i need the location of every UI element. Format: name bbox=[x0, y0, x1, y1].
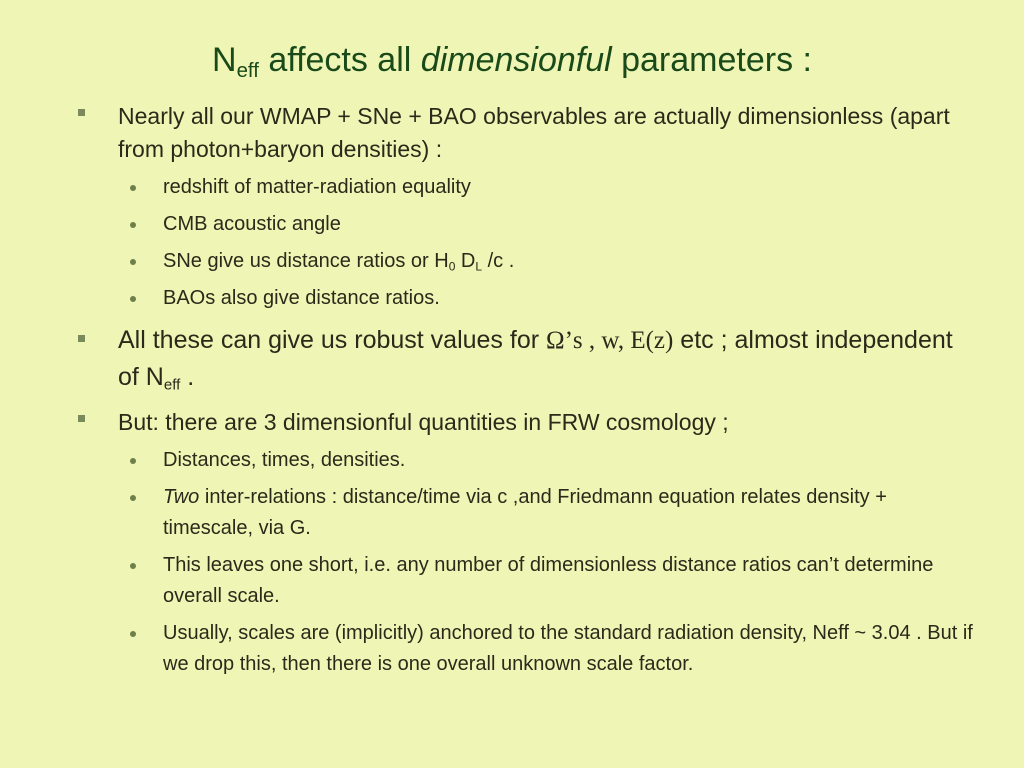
subbullet-interrelations bbox=[78, 482, 978, 544]
subbullet-text: BAOs also give distance ratios. bbox=[163, 287, 440, 309]
dot-bullet-icon bbox=[130, 563, 136, 569]
title-subscript: eff bbox=[236, 60, 259, 83]
subbullet-one-short bbox=[78, 550, 978, 612]
dot-bullet-icon bbox=[130, 259, 136, 265]
robust-end: . bbox=[180, 363, 195, 391]
square-bullet-icon bbox=[78, 335, 85, 342]
robust-post: etc ; almost independent of N bbox=[118, 326, 953, 391]
subbullet-sne bbox=[78, 246, 978, 277]
subbullet-text: Usually, scales are (implicitly) anchored to the standard radiation density, Neff ~ 3.04 . But if we drop this, then there is one overall unknown scale factor. bbox=[163, 622, 973, 675]
dot-bullet-icon bbox=[130, 185, 136, 191]
dot-bullet-icon bbox=[130, 222, 136, 228]
subbullet-text: CMB acoustic angle bbox=[163, 213, 341, 235]
bullet-robust-values bbox=[78, 322, 978, 396]
subbullet-distances bbox=[78, 445, 978, 476]
sne-post: /c . bbox=[482, 250, 515, 272]
dot-bullet-icon bbox=[130, 631, 136, 637]
sne-pre: SNe give us distance ratios or H bbox=[163, 250, 449, 272]
bullet-text: Nearly all our WMAP + SNe + BAO observables are actually dimensionless (apart from photon+baryon densities) : bbox=[118, 103, 950, 162]
square-bullet-icon bbox=[78, 415, 85, 422]
two-emphasis: Two bbox=[163, 486, 200, 508]
subbullet-text bbox=[163, 482, 978, 544]
subbullet-scales bbox=[78, 618, 978, 680]
bullet-observables bbox=[78, 100, 978, 166]
subbullet-text: This leaves one short, i.e. any number of dimensionless distance ratios can’t determine overall scale. bbox=[163, 554, 934, 607]
bullet-text: But: there are 3 dimensionful quantities in FRW cosmology ; bbox=[118, 409, 729, 435]
bullet-text bbox=[118, 322, 978, 396]
subbullet-redshift bbox=[78, 172, 978, 203]
sne-sub-l: L bbox=[475, 259, 483, 274]
dot-bullet-icon bbox=[130, 458, 136, 464]
subbullet-text: redshift of matter-radiation equality bbox=[163, 176, 471, 198]
square-bullet-icon bbox=[78, 109, 85, 116]
sne-sub-0: 0 bbox=[448, 259, 456, 274]
robust-subscript: eff bbox=[163, 376, 181, 394]
title-n: N bbox=[212, 41, 237, 79]
robust-symbols: Ω’s , w, E(z) bbox=[546, 327, 674, 354]
slide-title bbox=[0, 38, 1024, 82]
title-mid: affects all bbox=[258, 41, 421, 79]
subbullet-cmb bbox=[78, 209, 978, 240]
title-emphasis: dimensionful bbox=[420, 41, 612, 79]
dot-bullet-icon bbox=[130, 296, 136, 302]
dot-bullet-icon bbox=[130, 495, 136, 501]
interrelations-rest: inter-relations : distance/time via c ,and Friedmann equation relates density + timescale, via G. bbox=[163, 486, 887, 539]
subbullet-bao bbox=[78, 283, 978, 314]
robust-pre: All these can give us robust values for bbox=[118, 326, 547, 354]
subbullet-text bbox=[163, 246, 978, 277]
subbullet-text: Distances, times, densities. bbox=[163, 449, 406, 471]
sne-mid: D bbox=[455, 250, 476, 272]
bullet-dimensionful bbox=[78, 406, 978, 439]
title-post: parameters : bbox=[611, 41, 812, 79]
slide-body bbox=[78, 100, 978, 680]
